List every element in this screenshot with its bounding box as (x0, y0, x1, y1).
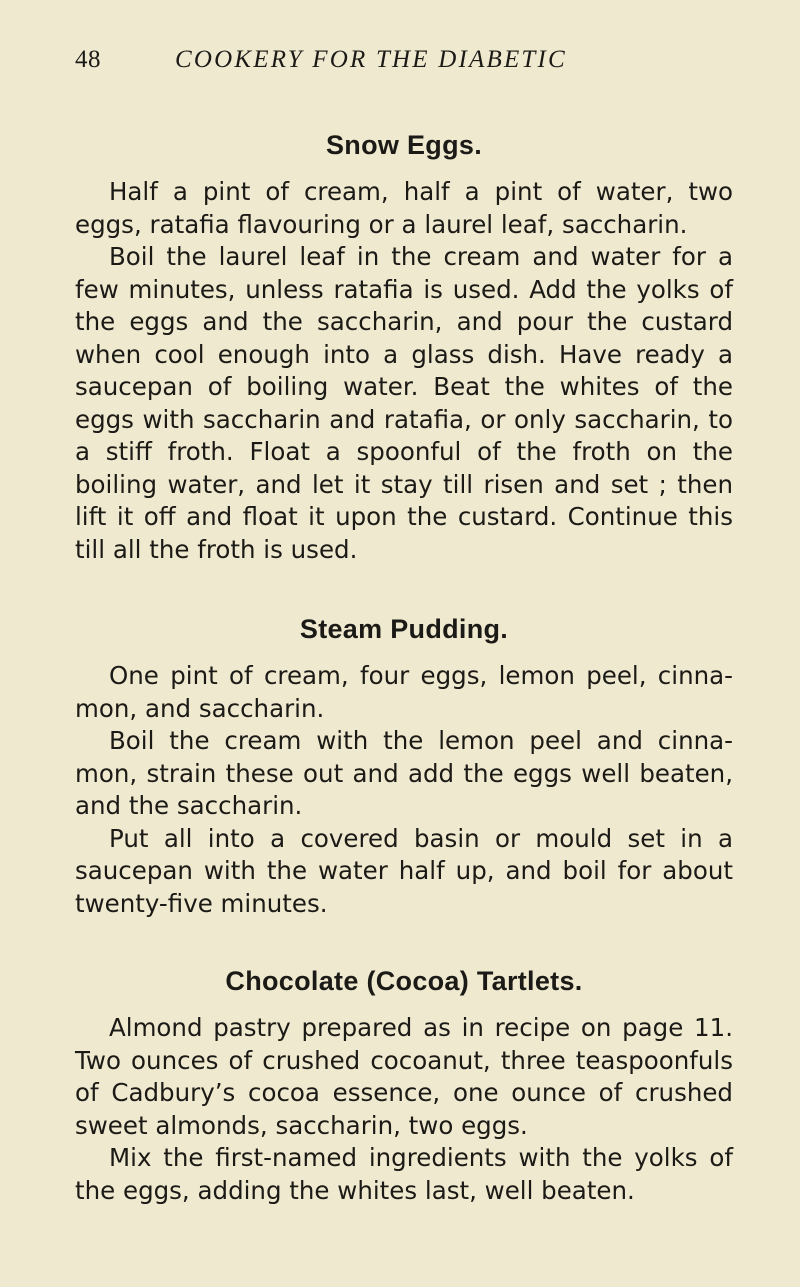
recipe-steam-pudding (75, 614, 733, 920)
page-content (75, 130, 733, 1207)
recipe-title: Steam Pudding. (299, 614, 509, 644)
running-head (75, 46, 733, 78)
recipe-method: Mix the first-named ingredients with the yolks of the eggs, adding the whites last, well beaten. (75, 1143, 733, 1205)
recipe-ingredients: Almond pastry prepared as in recipe on page 11. Two ounces of crushed cocoanut, three teaspoonfuls of Cadbury’s cocoa essence, one ounce of crushed sweet almonds, saccharin, two eggs. (75, 1013, 733, 1140)
recipe-title: Snow Eggs. (325, 130, 482, 160)
recipe-snow-eggs (75, 130, 733, 566)
recipe-ingredients: Half a pint of cream, half a pint of water, two eggs, ratafia flavouring or a laurel leaf, saccharin. (75, 177, 733, 239)
recipe-method: Boil the cream with the lemon peel and cinna-mon, strain these out and add the eggs well beaten, and the saccharin. (75, 726, 733, 820)
recipe-method: Boil the laurel leaf in the cream and water for a few minutes, unless ratafia is used. Add the yolks of the eggs and the saccharin, and pour the custard when cool enough into a glass dish. Have ready a saucepan of boiling water. Beat the whites of the eggs with saccharin and ratafia, or only saccharin, to a stiff froth. Float a spoonful of the froth on the boiling water, and let it stay till risen and set ; then lift it off and float it upon the custard. Continue this till all the froth is used. (75, 242, 733, 564)
recipe-method: Put all into a covered basin or mould set in a saucepan with the water half up, and boil for about twenty-five minutes. (75, 823, 733, 918)
recipe-chocolate-tartlets (75, 966, 733, 1207)
recipe-ingredients: One pint of cream, four eggs, lemon peel, cinna-mon, and saccharin. (75, 661, 733, 723)
recipe-title: Chocolate (Cocoa) Tartlets. (225, 966, 583, 996)
running-title: COOKERY FOR THE DIABETIC (175, 46, 567, 73)
page-number: 48 (75, 46, 101, 73)
